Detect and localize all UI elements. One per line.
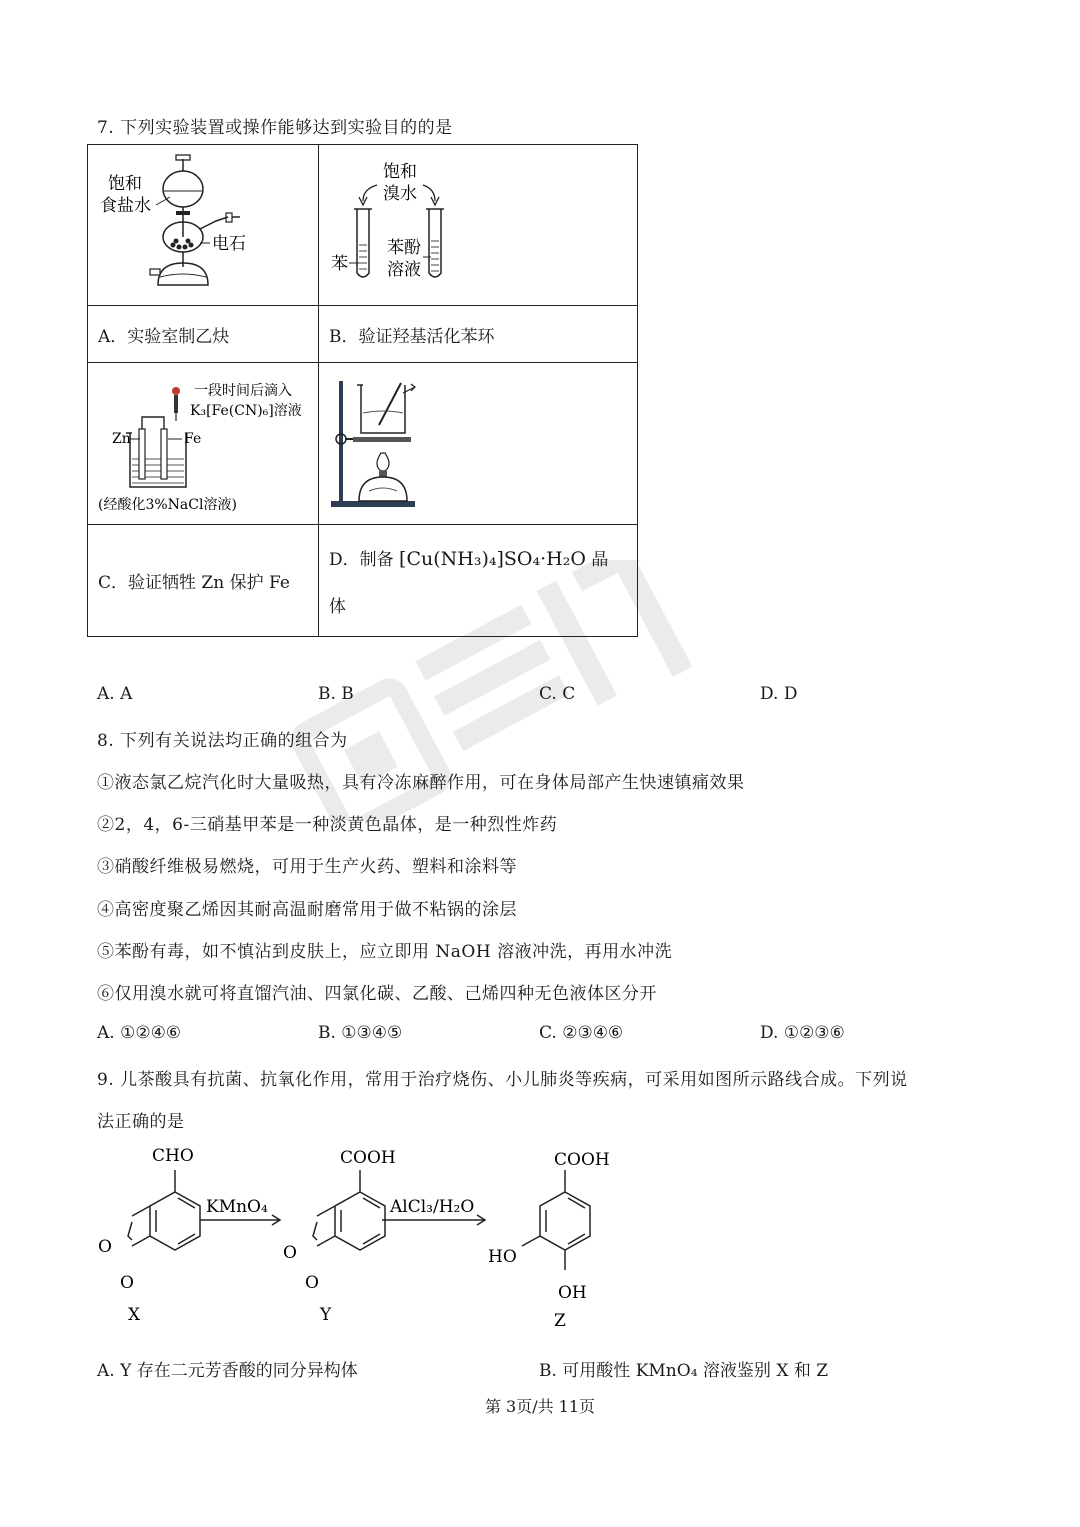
- label-benzene: 苯: [331, 254, 348, 274]
- q8-option-a[interactable]: A. ①②④⑥: [97, 1023, 182, 1043]
- cell-option-c: C．验证牺牲 Zn 保护 Fe: [88, 525, 319, 637]
- bromine-water-test-diagram: [319, 145, 637, 301]
- label-fe: Fe: [184, 431, 202, 447]
- q7-option-d[interactable]: D. D: [760, 684, 798, 704]
- label-after-time: 一段时间后滴入: [194, 383, 292, 399]
- q9-stem-line2: 法正确的是: [97, 1112, 185, 1132]
- q7-stem: 7. 下列实验装置或操作能够达到实验目的的是: [97, 118, 453, 138]
- q9-option-b[interactable]: B. 可用酸性 KMnO₄ 溶液鉴别 X 和 Z: [539, 1361, 829, 1381]
- x-aldehyde-group: CHO: [152, 1146, 194, 1166]
- y-carboxyl-group: COOH: [340, 1148, 396, 1168]
- synthesis-scheme: [90, 1140, 650, 1340]
- q7-option-b[interactable]: B. B: [318, 684, 354, 704]
- y-oxygen-2: O: [305, 1273, 319, 1293]
- cell-figure-c: [88, 363, 319, 525]
- formula-tetraammine-copper-sulfate: [Cu(NH₃)₄]SO₄·H₂O: [399, 547, 586, 570]
- evaporation-apparatus-diagram: [319, 363, 637, 520]
- cell-figure-a: [88, 145, 319, 306]
- q8-item-1: ①液态氯乙烷汽化时大量吸热，具有冷冻麻醉作用，可在身体局部产生快速镇痛效果: [97, 773, 745, 793]
- label-acidified-nacl: (经酸化3%NaCl溶液): [98, 497, 237, 513]
- label-brine: 食盐水: [100, 196, 151, 216]
- q8-option-b[interactable]: B. ①③④⑤: [318, 1023, 403, 1043]
- cell-option-b: B．验证羟基活化苯环: [319, 306, 638, 363]
- q8-item-3: ③硝酸纤维极易燃烧，可用于生产火药、塑料和涂料等: [97, 857, 517, 877]
- q9-stem-line1: 9. 儿茶酸具有抗菌、抗氧化作用，常用于治疗烧伤、小儿肺炎等疾病，可采用如图所示路线合成。下列说: [97, 1070, 908, 1090]
- q7-option-a[interactable]: A. A: [97, 684, 133, 704]
- q8-stem: 8. 下列有关说法均正确的组合为: [97, 731, 348, 751]
- z-hydroxyl-1: HO: [488, 1247, 517, 1267]
- q8-item-4: ④高密度聚乙烯因其耐高温耐磨常用于做不粘锅的涂层: [97, 900, 517, 920]
- q8-option-c[interactable]: C. ②③④⑥: [539, 1023, 624, 1043]
- compound-x-label: X: [128, 1305, 141, 1325]
- compound-z-label: Z: [554, 1311, 566, 1331]
- q7-apparatus-table: [87, 144, 638, 637]
- label-solution: 溶液: [387, 260, 421, 280]
- reagent-kmno4: KMnO₄: [206, 1197, 268, 1217]
- acetylene-apparatus-diagram: [88, 145, 318, 301]
- compound-y-label: Y: [320, 1305, 332, 1325]
- q8-item-5: ⑤苯酚有毒，如不慎沾到皮肤上，应立即用 NaOH 溶液冲洗，再用水冲洗: [97, 942, 673, 962]
- q8-item-2: ②2，4，6-三硝基甲苯是一种淡黄色晶体，是一种烈性炸药: [97, 815, 558, 835]
- x-oxygen-1: O: [98, 1237, 112, 1257]
- label-calcium-carbide: 电石: [212, 234, 246, 254]
- page-footer: 第 3页/共 11页: [484, 1397, 596, 1416]
- q8-item-6: ⑥仅用溴水就可将直馏汽油、四氯化碳、乙酸、己烯四种无色液体区分开: [97, 984, 657, 1004]
- reagent-alcl3: AlCl₃/H₂O: [390, 1197, 475, 1217]
- y-oxygen-1: O: [283, 1243, 297, 1263]
- label-zn: Zn: [112, 431, 131, 447]
- label-phenol: 苯酚: [387, 238, 421, 258]
- cell-figure-b: [319, 145, 638, 306]
- q7-option-c[interactable]: C. C: [539, 684, 576, 704]
- label-saturated-2: 饱和: [383, 162, 417, 182]
- label-ferricyanide: K₃[Fe(CN)₆]溶液: [190, 403, 302, 419]
- label-bromine-water: 溴水: [383, 184, 417, 204]
- sacrificial-anode-diagram: [88, 363, 318, 520]
- z-hydroxyl-2: OH: [558, 1283, 587, 1303]
- cell-option-d: D．制备 [Cu(NH₃)₄]SO₄·H₂O 晶 体: [319, 525, 638, 637]
- x-oxygen-2: O: [120, 1273, 134, 1293]
- label-saturated: 饱和: [108, 174, 142, 194]
- cell-option-a: A．实验室制乙炔: [88, 306, 319, 363]
- q9-option-a[interactable]: A. Y 存在二元芳香酸的同分异构体: [97, 1361, 358, 1381]
- z-carboxyl-group: COOH: [554, 1150, 610, 1170]
- cell-figure-d: [319, 363, 638, 525]
- q8-option-d[interactable]: D. ①②③⑥: [760, 1023, 845, 1043]
